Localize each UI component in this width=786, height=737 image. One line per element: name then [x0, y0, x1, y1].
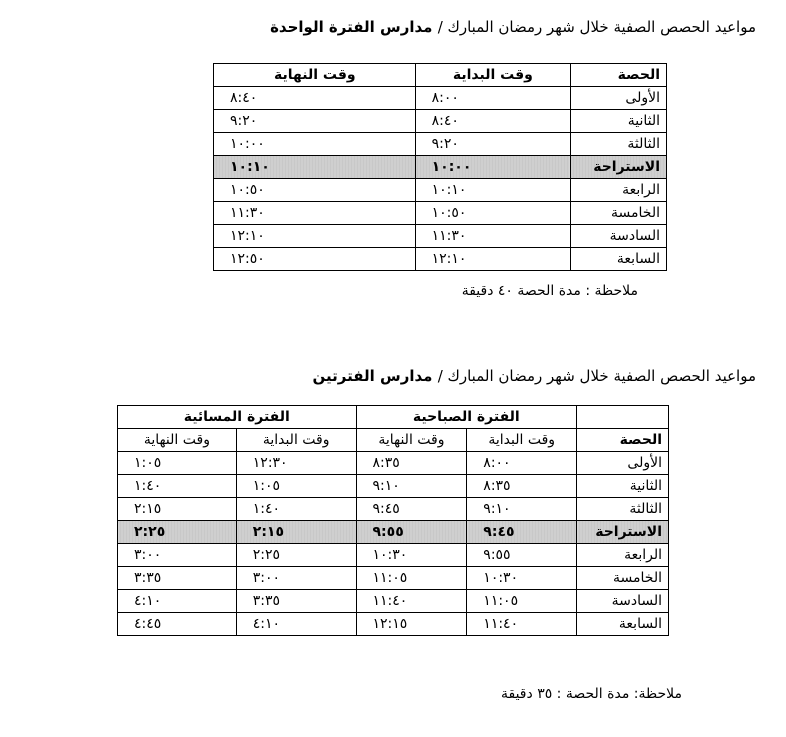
period-name: الثالثة — [571, 133, 667, 156]
header-start-time: وقت البداية — [415, 64, 571, 87]
double-shift-schedule-table — [117, 405, 669, 636]
period-name: السادسة — [577, 590, 669, 613]
end-time: ٩:٢٠ — [214, 110, 416, 133]
period-name: الاستراحة — [577, 521, 669, 544]
table-header-row — [214, 64, 667, 87]
section2-note: ملاحظة: مدة الحصة : ٣٥ دقيقة — [500, 686, 682, 702]
start-time: ٨:٠٠ — [415, 87, 571, 110]
evening-start-time: ١:٠٥ — [236, 475, 356, 498]
table-row — [118, 498, 669, 521]
end-time: ١١:٣٠ — [214, 202, 416, 225]
period-name: الثانية — [577, 475, 669, 498]
header-end-time: وقت النهاية — [214, 64, 416, 87]
single-shift-table-body — [214, 87, 667, 271]
table-row — [118, 475, 669, 498]
morning-end-time: ١٢:١٥ — [356, 613, 467, 636]
header-period: الحصة — [571, 64, 667, 87]
morning-end-time: ٩:١٠ — [356, 475, 467, 498]
table-row — [214, 133, 667, 156]
period-name: الرابعة — [577, 544, 669, 567]
table-row — [214, 225, 667, 248]
section1-title — [270, 18, 756, 36]
header-morning-end: وقت النهاية — [356, 429, 467, 452]
end-time: ١٠:١٠ — [214, 156, 416, 179]
end-time: ١٠:٥٠ — [214, 179, 416, 202]
morning-end-time: ١١:٤٠ — [356, 590, 467, 613]
period-name: السادسة — [571, 225, 667, 248]
header-morning-shift: الفترة الصباحية — [356, 406, 577, 429]
table-row — [214, 179, 667, 202]
period-name: الثانية — [571, 110, 667, 133]
morning-start-time: ٨:٠٠ — [467, 452, 577, 475]
period-name: الأولى — [571, 87, 667, 110]
morning-end-time: ٩:٥٥ — [356, 521, 467, 544]
table-row — [118, 452, 669, 475]
period-name: الخامسة — [577, 567, 669, 590]
end-time: ١٢:٥٠ — [214, 248, 416, 271]
break-row — [214, 156, 667, 179]
table-sub-header-row — [118, 429, 669, 452]
morning-start-time: ٨:٣٥ — [467, 475, 577, 498]
evening-end-time: ٤:٤٥ — [118, 613, 237, 636]
start-time: ١٠:١٠ — [415, 179, 571, 202]
morning-start-time: ٩:٤٥ — [467, 521, 577, 544]
header-empty-cell — [577, 406, 669, 429]
table-row — [118, 544, 669, 567]
evening-end-time: ١:٤٠ — [118, 475, 237, 498]
break-row — [118, 521, 669, 544]
start-time: ٨:٤٠ — [415, 110, 571, 133]
table-row — [214, 202, 667, 225]
period-name: الأولى — [577, 452, 669, 475]
period-name: الرابعة — [571, 179, 667, 202]
evening-start-time: ٢:١٥ — [236, 521, 356, 544]
morning-end-time: ١٠:٣٠ — [356, 544, 467, 567]
header-evening-end: وقت النهاية — [118, 429, 237, 452]
section1-title-main: مواعيد الحصص الصفية خلال شهر رمضان المبارك / — [437, 18, 756, 36]
end-time: ٨:٤٠ — [214, 87, 416, 110]
evening-end-time: ١:٠٥ — [118, 452, 237, 475]
double-shift-table-body — [118, 452, 669, 636]
section1-note: ملاحظة : مدة الحصة ٤٠ دقيقة — [461, 283, 638, 299]
period-name: السابعة — [571, 248, 667, 271]
morning-start-time: ١١:٠٥ — [467, 590, 577, 613]
start-time: ١٠:٥٠ — [415, 202, 571, 225]
end-time: ١٠:٠٠ — [214, 133, 416, 156]
end-time: ١٢:١٠ — [214, 225, 416, 248]
table-row — [118, 567, 669, 590]
morning-start-time: ١٠:٣٠ — [467, 567, 577, 590]
start-time: ١٢:١٠ — [415, 248, 571, 271]
start-time: ١١:٣٠ — [415, 225, 571, 248]
table-row — [118, 590, 669, 613]
evening-start-time: ٤:١٠ — [236, 613, 356, 636]
evening-end-time: ٢:١٥ — [118, 498, 237, 521]
section2-title-main: مواعيد الحصص الصفية خلال شهر رمضان المبارك / — [437, 367, 756, 385]
section2-title — [313, 367, 756, 385]
morning-end-time: ٩:٤٥ — [356, 498, 467, 521]
single-shift-schedule-table — [213, 63, 667, 271]
morning-start-time: ١١:٤٠ — [467, 613, 577, 636]
evening-end-time: ٢:٢٥ — [118, 521, 237, 544]
period-name: الاستراحة — [571, 156, 667, 179]
evening-start-time: ١٢:٣٠ — [236, 452, 356, 475]
evening-start-time: ٣:٠٠ — [236, 567, 356, 590]
evening-end-time: ٤:١٠ — [118, 590, 237, 613]
morning-end-time: ١١:٠٥ — [356, 567, 467, 590]
period-name: الخامسة — [571, 202, 667, 225]
table-group-header-row — [118, 406, 669, 429]
evening-end-time: ٣:٣٥ — [118, 567, 237, 590]
start-time: ١٠:٠٠ — [415, 156, 571, 179]
table-row — [118, 613, 669, 636]
period-name: السابعة — [577, 613, 669, 636]
morning-start-time: ٩:٥٥ — [467, 544, 577, 567]
section2-title-bold: مدارس الفترتين — [312, 367, 438, 385]
start-time: ٩:٢٠ — [415, 133, 571, 156]
section1-title-bold: مدارس الفترة الواحدة — [270, 18, 438, 36]
table-row — [214, 110, 667, 133]
evening-start-time: ٢:٢٥ — [236, 544, 356, 567]
header-period: الحصة — [577, 429, 669, 452]
header-morning-start: وقت البداية — [467, 429, 577, 452]
period-name: الثالثة — [577, 498, 669, 521]
evening-start-time: ١:٤٠ — [236, 498, 356, 521]
morning-start-time: ٩:١٠ — [467, 498, 577, 521]
evening-end-time: ٣:٠٠ — [118, 544, 237, 567]
evening-start-time: ٣:٣٥ — [236, 590, 356, 613]
table-row — [214, 87, 667, 110]
header-evening-shift: الفترة المسائية — [118, 406, 357, 429]
morning-end-time: ٨:٣٥ — [356, 452, 467, 475]
table-row — [214, 248, 667, 271]
header-evening-start: وقت البداية — [236, 429, 356, 452]
